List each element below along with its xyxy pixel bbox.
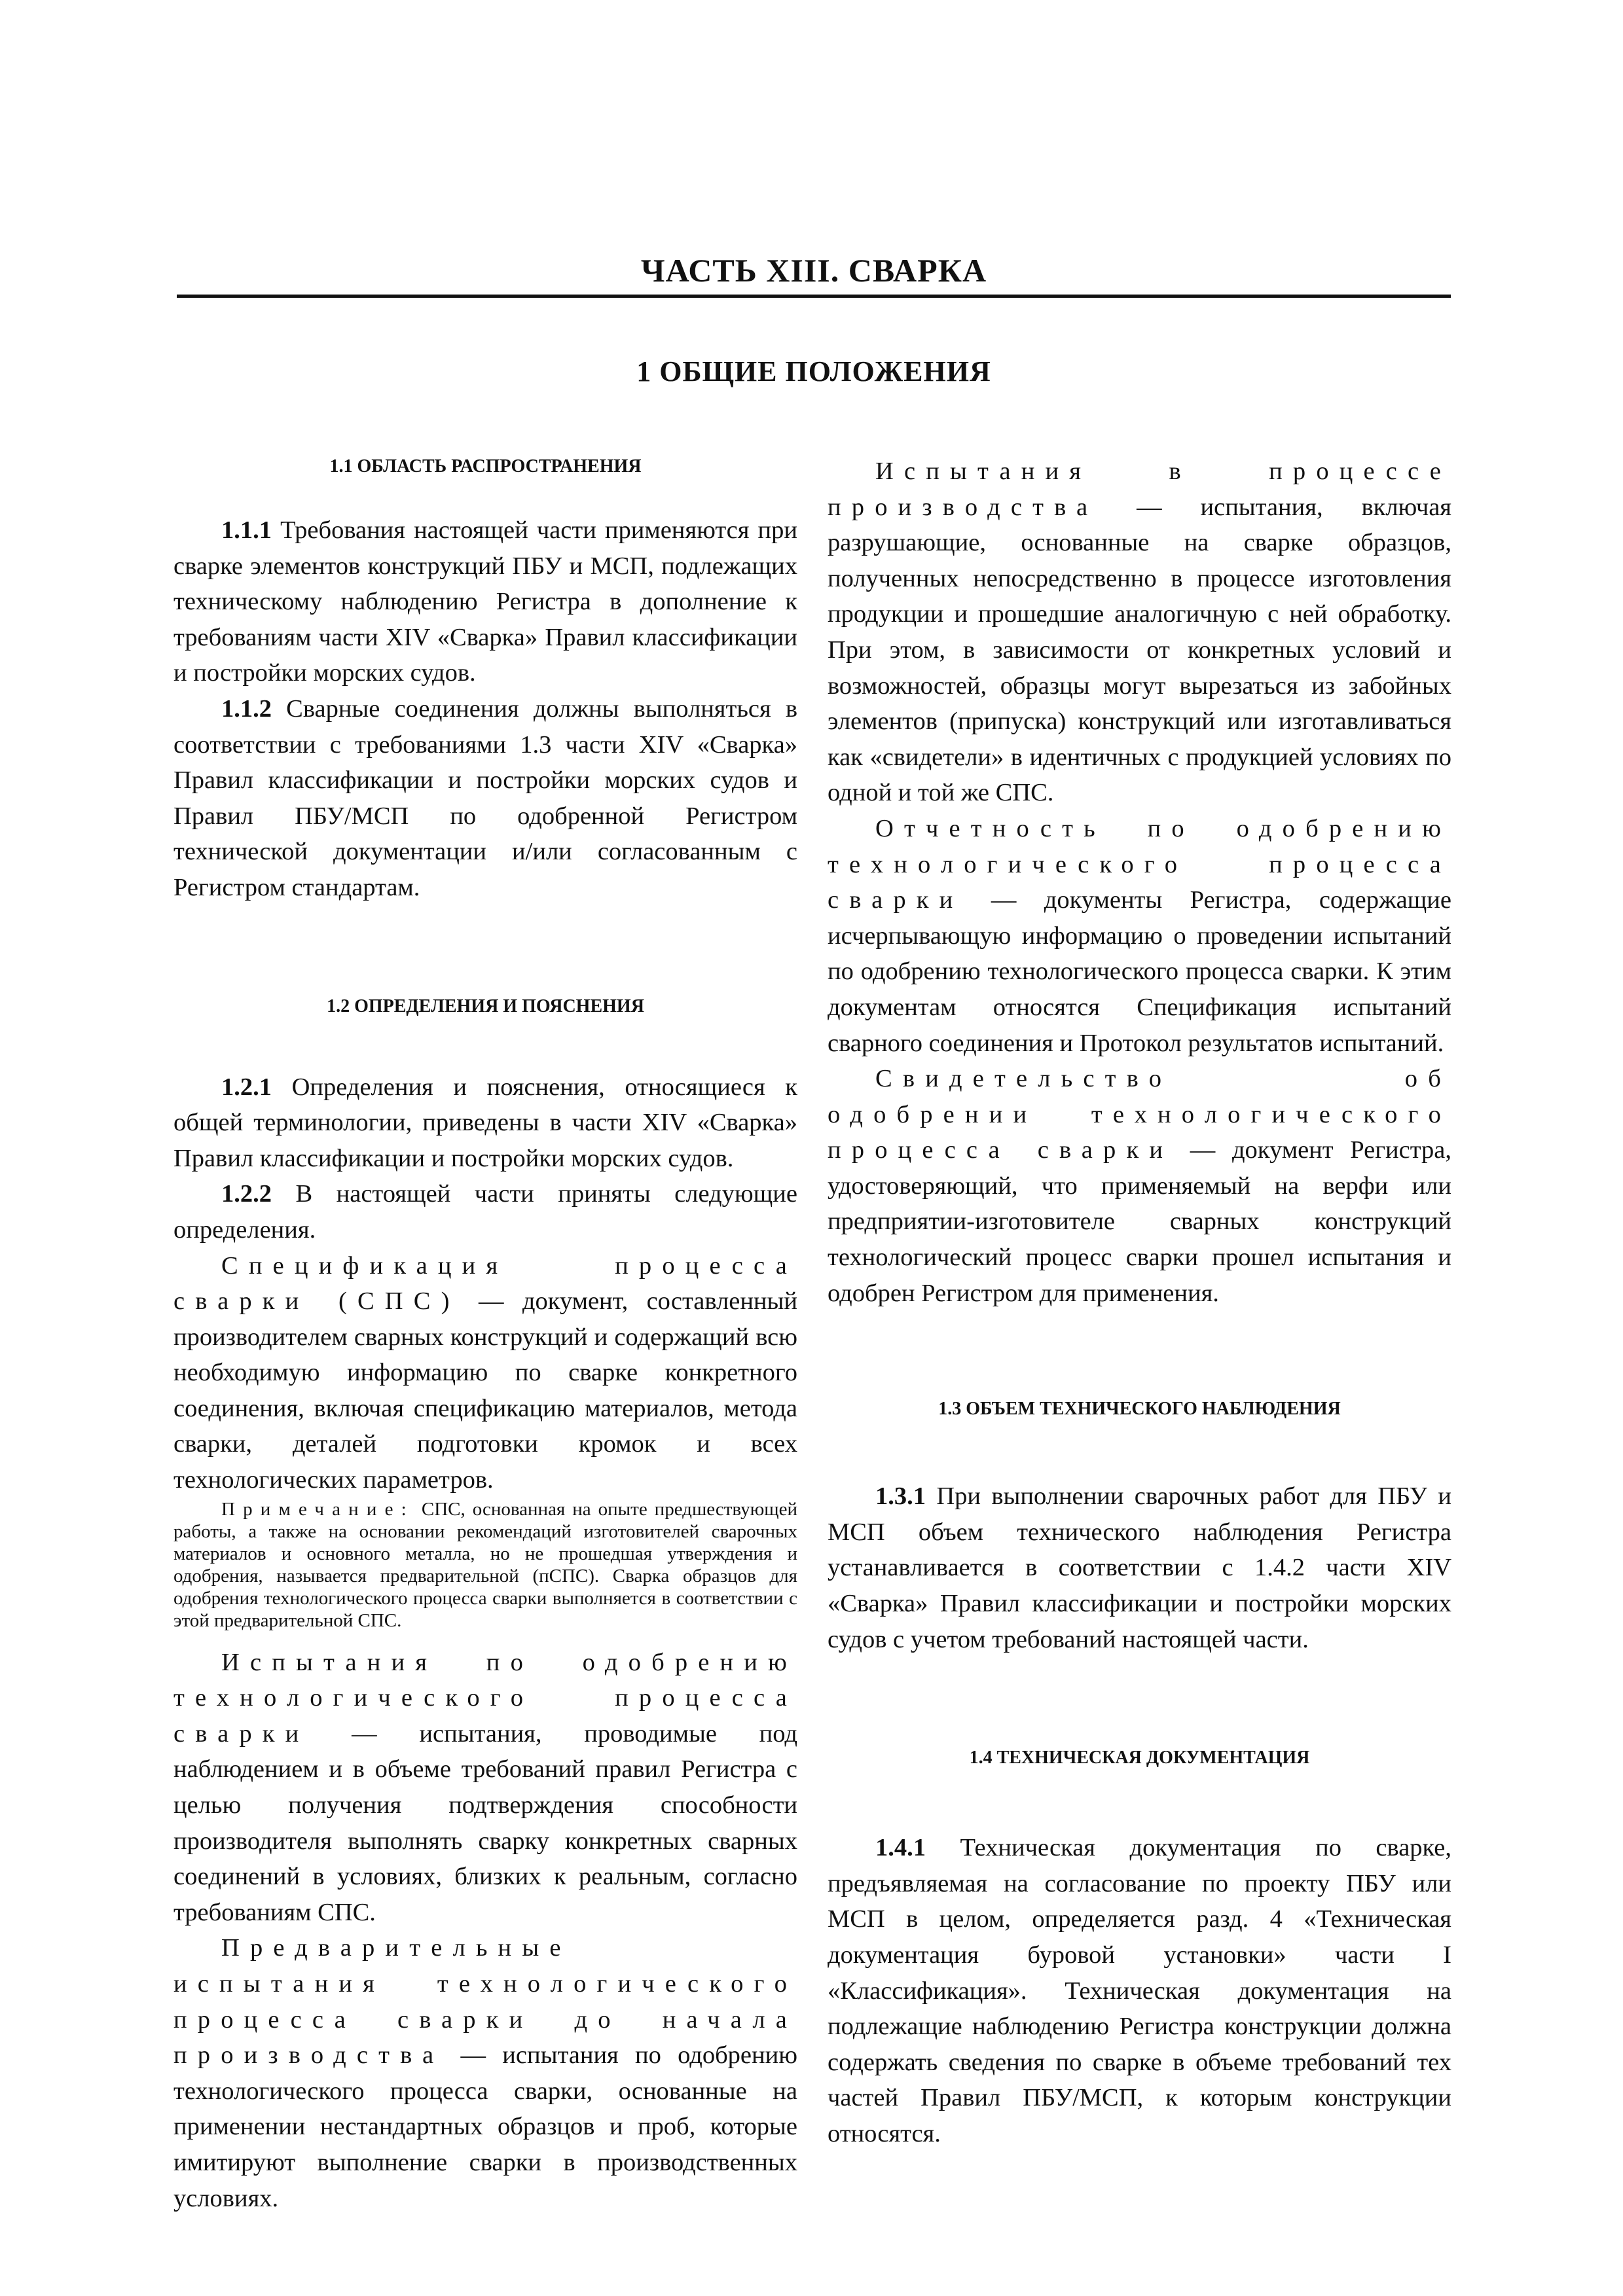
definition-reporting	[828, 811, 1451, 1061]
definition-term: Предварительные испытания технологического процесса сварки до начала производства	[173, 1934, 797, 2070]
definition-term: Испытания в процессе производства	[828, 457, 1451, 521]
para-number: 1.1.1	[221, 516, 272, 544]
note-psps	[173, 1498, 797, 1632]
para-text: Техническая документация по сварке, предъявляемая на согласование по проекту ПБУ или МСП в целом, определяется разд. 4 «Техническая документация буровой установки» части I «Классификация». Техническая документация на подлежащие наблюдению Регистра конструкции должна содержать сведения по сварке в объеме требований тех частей Правил ПБУ/МСП, к которым конструкции относятся.	[828, 1834, 1451, 2147]
section-1-2-heading: 1.2 ОПРЕДЕЛЕНИЯ И ПОЯСНЕНИЯ	[327, 996, 644, 1016]
para-text: Требования настоящей части применяются при сварке элементов конструкций ПБУ и МСП, подлежащих техническому наблюдению Регистра в дополнение к требованиям части XIV «Сварка» Правил классификации и постройки морских судов.	[173, 516, 797, 687]
section-1-3-heading: 1.3 ОБЪЕМ ТЕХНИЧЕСКОГО НАБЛЮДЕНИЯ	[938, 1399, 1341, 1420]
para-text: Определения и пояснения, относящиеся к общей терминологии, приведены в части XIV «Сварка» Правил классификации и постройки морских судов.	[173, 1073, 797, 1172]
definition-text: — испытания, включая разрушающие, основанные на сварке образцов, полученных непосредственно в процессе изготовления продукции и прошедшие аналогичную с ней обработку. При этом, в зависимости от конкретных условий и возможностей, образцы могут вырезаться из забойных элементов (припуска) конструкций или изготавливаться как «свидетели» в идентичных с продукцией условиях по одной и той же СПС.	[828, 493, 1451, 807]
definition-sps	[173, 1248, 797, 1498]
definition-term: Свидетельство об одобрении технологического процесса сварки	[828, 1065, 1451, 1164]
section-1-1-heading: 1.1 ОБЛАСТЬ РАСПРОСТРАНЕНИЯ	[329, 456, 642, 476]
para-1-3-1	[828, 1479, 1451, 1657]
para-text: При выполнении сварочных работ для ПБУ и МСП объем технического наблюдения Регистра устанавливается в соответствии с 1.4.2 части XIV «Сварка» Правил классификации и постройки морских судов с учетом требований настоящей части.	[828, 1482, 1451, 1653]
para-number: 1.1.2	[221, 694, 272, 723]
para-text: Сварные соединения должны выполняться в соответствии с требованиями 1.3 части XIV «Сварка» Правил классификации и постройки морских судов и Правил ПБУ/МСП по одобренной Регистром технической документации и/или согласованным с Регистром стандартам.	[173, 694, 797, 901]
definition-term: Испытания по одобрению технологического процесса сварки	[173, 1648, 797, 1748]
right-column	[828, 454, 1451, 2152]
definition-term: Отчетность по одобрению технологического процесса сварки	[828, 814, 1451, 914]
chapter-title: 1 ОБЩИЕ ПОЛОЖЕНИЯ	[636, 355, 991, 387]
definition-certificate	[828, 1061, 1451, 1311]
definition-text: — испытания по одобрению технологического процесса сварки, основанные на применении нестандартных образцов и проб, которые имитируют выполнение сварки в производственных условиях.	[173, 2041, 797, 2212]
para-text: В настоящей части приняты следующие определения.	[173, 1180, 797, 1244]
para-number: 1.4.1	[875, 1834, 926, 1862]
section-1-4-heading: 1.4 ТЕХНИЧЕСКАЯ ДОКУМЕНТАЦИЯ	[969, 1748, 1310, 1768]
para-number: 1.2.2	[221, 1180, 272, 1208]
para-1-1-1	[173, 512, 797, 691]
definition-text: — документ Регистра, удостоверяющий, что применяемый на верфи или предприятии-изготовителе сварных конструкций технологический процесс сварки прошел испытания и одобрен Регистром для применения.	[828, 1136, 1451, 1307]
definition-production-tests	[828, 454, 1451, 811]
para-1-2-1	[173, 1069, 797, 1177]
para-1-4-1	[828, 1830, 1451, 2151]
definition-text: — документ, составленный производителем сварных конструкций и содержащий всю необходимую информацию по сварке конкретного соединения, включая спецификацию материалов, метода сварки, деталей подготовки кромок и всех технологических параметров.	[173, 1287, 797, 1494]
definition-text: — испытания, проводимые под наблюдением и в объеме требований правил Регистра с целью получения подтверждения способности производителя выполнять сварку конкретных сварных соединений в условиях, близких к реальным, согласно требованиям СПС.	[173, 1719, 797, 1926]
para-1-1-2	[173, 691, 797, 906]
left-column	[173, 454, 797, 2216]
para-1-2-2	[173, 1176, 797, 1247]
para-number: 1.2.1	[221, 1073, 272, 1101]
definition-approval-tests	[173, 1645, 797, 1931]
note-label: Примечание:	[221, 1498, 414, 1520]
definition-preliminary-tests	[173, 1930, 797, 2216]
note-text: СПС, основанная на опыте предшествующей работы, а также на основании рекомендаций изготовителей сварочных материалов и основного металла, но не прошедшая утверждения и одобрения, называется предварительной (пСПС). Сварка образцов для одобрения технологического процесса сварки выполняется в соответствии с этой предварительной СПС.	[173, 1498, 797, 1631]
definition-term: Спецификация процесса сварки (СПС)	[173, 1251, 797, 1316]
para-number: 1.3.1	[875, 1482, 926, 1511]
definition-text: — документы Регистра, содержащие исчерпывающую информацию о проведении испытаний по одобрению технологического процесса сварки. К этим документам относятся Спецификация испытаний сварного соединения и Протокол результатов испытаний.	[828, 886, 1451, 1057]
title-rule	[177, 295, 1451, 298]
part-title: ЧАСТЬ XIII. СВАРКА	[640, 252, 987, 289]
